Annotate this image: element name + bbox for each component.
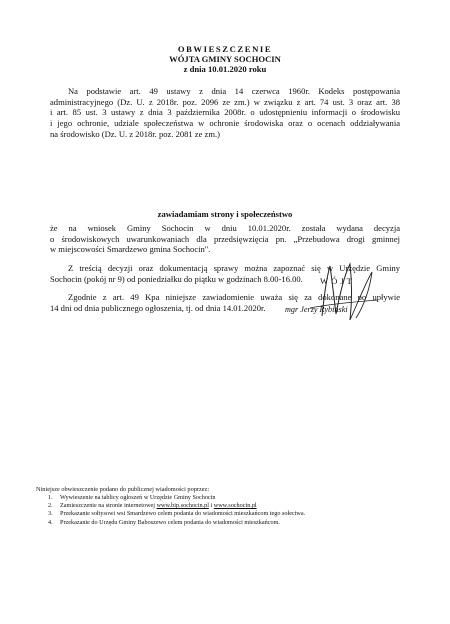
- text-line: Z treścią decyzji oraz dokumentacją sprawy można zapoznać się w Urzędzie Gminy: [68, 263, 400, 273]
- text-line: Zgodnie z art. 49 Kpa niniejsze zawiadomienie uważa się za dokonane po upływie: [68, 292, 400, 302]
- bip-link[interactable]: www.bip.sochocin.pl: [156, 502, 209, 510]
- text-line: administracyjnego (Dz. U. z 2018r. poz. 2096 ze zm.) w związku z art. 74 ust. 3 oraz art. 38: [50, 96, 400, 107]
- distribution-intro: Niniejsze obwieszczenie podano do publicznej wiadomości poprzez:: [36, 486, 210, 493]
- signatory-name: mgr Jerzy Rybiński: [285, 305, 348, 314]
- distribution-list: [48, 494, 305, 527]
- notice-date: z dnia 10.01.2020 roku: [183, 64, 267, 74]
- text-line: o środowiskowych uwarunkowaniach dla przedsięwzięcia pn. „Przebudowa drogi gminnej: [50, 233, 400, 244]
- text-line: i jego ochronie, udziale społeczeństwa w ochronie środowiska oraz o ocenach oddziaływania: [50, 118, 400, 129]
- website-link[interactable]: www.sochocin.pl: [213, 502, 257, 510]
- notice-statement: zawiadamiam strony i społeczeństwo: [157, 209, 293, 219]
- list-item: 1. Wywieszenie na tablicy ogłoszeń w Urzędzie Gminy Sochocin: [48, 494, 216, 501]
- text-line: w miejscowości Smardzewo gmina Sochocin".: [50, 244, 211, 255]
- text-line: Na podstawie art. 49 ustawy z dnia 14 czerwca 1960r. Kodeks postępowania: [68, 86, 400, 96]
- text-line: Sochocin (pokój nr 9) od poniedziałku do piątku w godzinach 8.00-16.00.: [50, 273, 303, 284]
- text-line: że na wniosek Gminy Sochocin w dniu 10.01.2020r. została wydana decyzja: [50, 223, 400, 233]
- list-item: 3. Przekazanie sołtysowi wsi Smardzewo celem podania do wiadomości mieszkańcom tego sołectwa.: [48, 510, 306, 518]
- text-line: 14 dni od dnia publicznego ogłoszenia, tj. od dnia 14.01.2020r.: [50, 302, 266, 313]
- paragraph-legal-basis: [50, 86, 400, 140]
- text-line: i art. 85 ust. 3 ustawy z dnia 3 października 2008r. o udostępnieniu informacji o środowisku: [50, 107, 400, 118]
- handwritten-signature: [300, 258, 390, 328]
- list-item: 2. Zamieszczenie na stronie internetowej www.bip.sochocin.pl i www.sochocin.pl: [48, 502, 257, 510]
- text-line: na środowisko (Dz. U. z 2018r. poz. 2081 ze zm.): [50, 128, 220, 139]
- list-item: 4. Przekazanie do Urzędu Gminy Baboszewo celem podania do wiadomości mieszkańcom.: [48, 518, 280, 526]
- signatory-title: WÓJT: [320, 276, 355, 286]
- issuer-title: WÓJTA GMINY SOCHOCIN: [169, 54, 281, 64]
- paragraph-decision: [50, 223, 400, 255]
- notice-title: OBWIESZCZENIE: [177, 44, 273, 54]
